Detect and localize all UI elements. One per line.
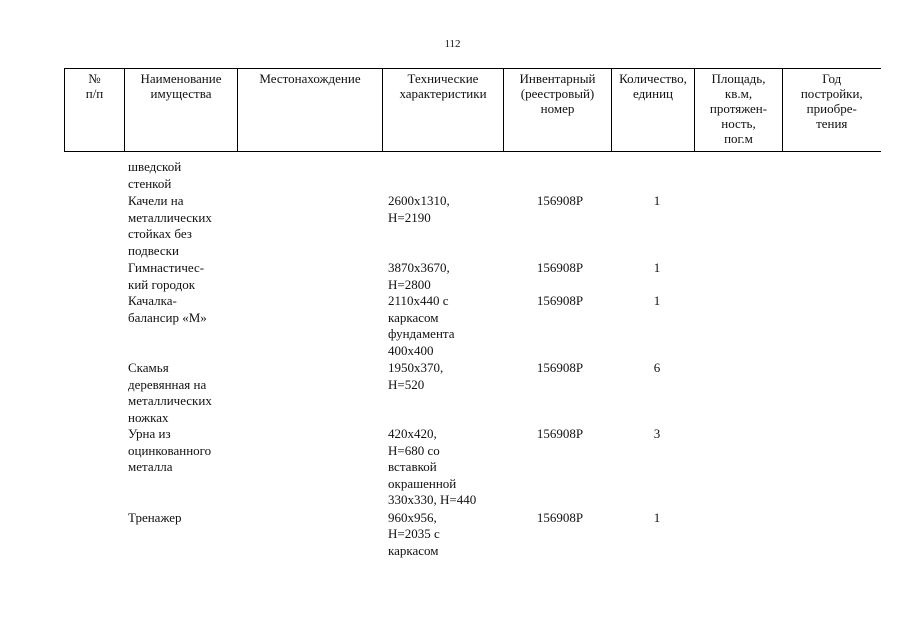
cell-quantity: 3 xyxy=(653,426,661,441)
cell-name-line: Качалка- xyxy=(128,293,177,308)
header-line: Технические xyxy=(407,71,479,86)
cell-name-line: шведской xyxy=(128,159,182,174)
cell-inventory: 156908Р xyxy=(536,426,584,441)
header-line: единиц xyxy=(632,86,674,101)
cell-technical-line: 2600х1310, xyxy=(388,193,450,208)
cell-technical-line: 3870х3670, xyxy=(388,260,450,275)
cell-technical-line: Н=2800 xyxy=(388,276,431,292)
cell-technical-line: 420х420, xyxy=(388,426,437,441)
cell-inventory: 156908Р xyxy=(536,293,584,308)
cell-quantity: 1 xyxy=(653,509,661,525)
cell-technical-line: Н=520 xyxy=(388,376,425,392)
header-line: Местонахождение xyxy=(259,71,361,86)
cell-quantity: 1 xyxy=(653,260,661,275)
page-number: 112 xyxy=(444,38,461,50)
header-name xyxy=(125,69,238,152)
cell-inventory: 156908Р xyxy=(536,360,584,375)
cell-name xyxy=(128,510,236,527)
header-line: кв.м, xyxy=(724,86,753,101)
cell-technical-line: 1950х370, xyxy=(388,360,444,375)
cell-technical-line: 330х330, Н=440 xyxy=(388,492,477,507)
cell-inventory: 156908Р xyxy=(536,193,584,208)
cell-name xyxy=(128,159,236,192)
cell-name-line: балансир «М» xyxy=(128,309,207,325)
header-line: пог.м xyxy=(724,131,753,146)
cell-technical-line: вставкой xyxy=(388,459,437,474)
table-header xyxy=(64,68,881,152)
cell-name xyxy=(128,293,236,326)
cell-name-line: кий городок xyxy=(128,276,196,292)
header-quantity xyxy=(612,69,695,152)
header-line: протяжен- xyxy=(709,101,768,116)
header-year xyxy=(783,69,881,152)
header-line: постройки, xyxy=(800,86,863,101)
cell-quantity: 1 xyxy=(653,293,661,308)
header-line: Площадь, xyxy=(711,71,766,86)
cell-technical xyxy=(388,360,503,393)
cell-technical-line: фундамента xyxy=(388,326,455,341)
header-technical xyxy=(383,69,504,152)
cell-quantity: 1 xyxy=(653,193,661,208)
cell-name-line: Гимнастичес- xyxy=(128,260,205,275)
header-area xyxy=(695,69,783,152)
header-line: Инвентарный xyxy=(519,71,596,86)
cell-technical xyxy=(388,193,503,226)
header-line: № xyxy=(88,71,101,86)
cell-name-line: стенкой xyxy=(128,175,172,191)
cell-technical-line: Н=2035 с xyxy=(388,526,440,541)
cell-name-line: металла xyxy=(128,459,173,474)
cell-name-line: Скамья xyxy=(128,360,169,375)
cell-name-line: оцинкованного xyxy=(128,442,212,458)
cell-technical xyxy=(388,260,503,293)
cell-name-line: деревянная на xyxy=(128,376,207,392)
header-line: Год xyxy=(822,71,842,86)
cell-name-line: ножках xyxy=(128,409,169,425)
header-line: тения xyxy=(816,116,848,131)
cell-technical-line: каркасом xyxy=(388,542,439,558)
header-line: приобре- xyxy=(806,101,857,116)
header-inventory xyxy=(504,69,612,152)
header-line: (реестровый) xyxy=(520,86,595,101)
cell-technical-line: окрашенной xyxy=(388,475,457,491)
header-line: номер xyxy=(540,101,575,116)
cell-name-line: подвески xyxy=(128,242,179,258)
cell-technical-line: 400х400 xyxy=(388,342,434,358)
cell-name xyxy=(128,360,236,426)
cell-technical-line: 2110х440 с xyxy=(388,293,449,308)
header-location xyxy=(238,69,383,152)
cell-technical-line: каркасом xyxy=(388,309,439,325)
cell-name-line: стойках без xyxy=(128,226,192,241)
cell-inventory: 156908Р xyxy=(536,509,584,525)
cell-name xyxy=(128,426,236,476)
header-line: характеристики xyxy=(399,86,487,101)
cell-inventory: 156908Р xyxy=(536,260,584,275)
header-line: Количество, xyxy=(619,71,687,86)
cell-technical-line: 960х956, xyxy=(388,509,437,525)
cell-name-line: металлических xyxy=(128,393,212,408)
cell-technical xyxy=(388,510,503,560)
cell-technical xyxy=(388,293,503,359)
cell-name-line: Урна из xyxy=(128,426,171,441)
cell-technical-line: Н=680 со xyxy=(388,442,440,458)
cell-name-line: Качели на xyxy=(128,193,184,208)
cell-name xyxy=(128,193,236,259)
cell-name-line: Тренажер xyxy=(128,509,182,525)
header-number xyxy=(65,69,125,152)
cell-name-line: металлических xyxy=(128,209,212,225)
header-line: п/п xyxy=(85,86,104,101)
cell-quantity: 6 xyxy=(653,360,661,375)
header-line: ность, xyxy=(721,116,756,131)
header-line: Наименование xyxy=(140,71,222,86)
header-line: имущества xyxy=(150,86,212,101)
cell-technical xyxy=(388,426,503,509)
cell-name xyxy=(128,260,236,293)
cell-technical-line: Н=2190 xyxy=(388,209,431,225)
